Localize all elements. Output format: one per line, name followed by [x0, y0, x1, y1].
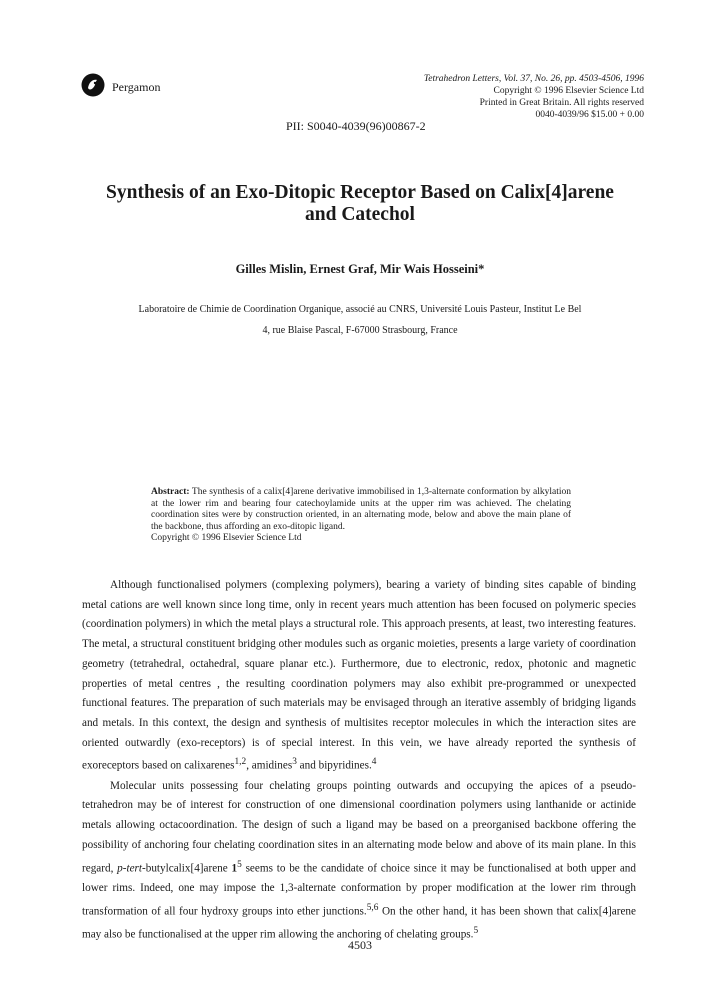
- pii: PII: S0040-4039(96)00867-2: [286, 119, 426, 133]
- publisher-name: Pergamon: [112, 80, 161, 94]
- p2-text: -butylcalix[4]arene: [142, 862, 232, 875]
- citation-ref: 4: [371, 757, 377, 768]
- p1-text: , amidines: [246, 760, 293, 773]
- p1-text: and bipyridines.: [296, 760, 372, 773]
- article-title: [40, 182, 680, 226]
- price-code: 0040-4039/96 $15.00 + 0.00: [535, 110, 644, 120]
- authors: Gilles Mislin, Ernest Graf, Mir Wais Hosseini*: [235, 262, 485, 276]
- abstract: [151, 487, 571, 545]
- copyright-notice: Copyright © 1996 Elsevier Science Ltd: [493, 86, 644, 96]
- citation-ref: 5: [473, 926, 479, 937]
- citation-ref: 1,2: [234, 757, 247, 768]
- journal-citation: Tetrahedron Letters, Vol. 37, No. 26, pp. 4503-4506, 1996: [423, 74, 644, 84]
- journal-info: [364, 73, 644, 121]
- citation-ref: 5: [237, 859, 242, 870]
- p2-text: On the other hand, it has been shown that calix[4]arene may also be functionalised at the upper rim allowing the anchoring of chelating groups.: [82, 905, 636, 941]
- title-line-2: and Catechol: [305, 204, 415, 225]
- abstract-text: The synthesis of a calix[4]arene derivative immobilised in 1,3-alternate conformation by alkylation at the lower rim and bearing four catechoylamide units at the upper rim was achieved. The chelating coordination sites were by construction oriented, in an alternating mode, below and above the main plane of the backbone, thus affording an exo-ditopic ligand.: [151, 487, 571, 532]
- affiliation-line-2: 4, rue Blaise Pascal, F-67000 Strasbourg, France: [262, 325, 458, 336]
- body-text: [82, 576, 636, 946]
- page-number: 4503: [348, 938, 372, 952]
- paragraph-2: [82, 777, 636, 946]
- affiliation: [40, 299, 680, 341]
- citation-ref: 3: [292, 757, 297, 768]
- compound-number: 1: [231, 862, 238, 875]
- affiliation-line-1: Laboratoire de Chimie de Coordination Organique, associé au CNRS, Université Louis Pasteur, Institut Le Bel: [138, 304, 582, 315]
- p2-text: p-tert: [117, 862, 143, 875]
- abstract-label: Abstract:: [151, 487, 190, 497]
- paragraph-1: [82, 576, 636, 777]
- pergamon-logo: [81, 73, 105, 97]
- p1-text: Although functionalised polymers (complexing polymers), bearing a variety of binding sites capable of binding metal cations are well known since long time, only in recent years much attention has been focused on polymeric species (coordination polymers) in which the metal plays a structural role. This approach presents, at least, two interesting features. The metal, a structural constituent bridging other modules such as organic moieties, presents a large variety of coordination geometry (tetrahedral, octahedral, square planar etc.). Furthermore, due to electronic, redox, photonic and magnetic properties of metal centres , the resulting coordination polymers may also exhibit pre-programmed or unexpected functional features. The preparation of such materials may be envisaged through an iterative assembly of bridging ligands and metals. In this context, the design and synthesis of multisites receptor molecules in which the interaction sites are oriented outwardly (exo-receptors) is of special interest. In this vein, we have already reported the synthesis of exoreceptors based on calixarenes: [82, 579, 636, 773]
- p2-text: Molecular units possessing four chelating groups pointing outwards and occupying the apices of a pseudo-tetrahedron may be of interest for construction of one dimensional coordination polymers using lanthanide or actinide metals allowing octacoordination. The design of such a ligand may be based on a preorganised backbone offering the possibility of anchoring four chelating coordination sites in an alternating mode below and above of its main plane. In this regard,: [82, 779, 636, 875]
- title-line-1: Synthesis of an Exo-Ditopic Receptor Based on Calix[4]arene: [106, 182, 614, 203]
- citation-ref: 5,6: [366, 902, 379, 913]
- p2-text: seems to be the candidate of choice since it may be functionalised at both upper and lower rims. Indeed, one may impose the 1,3-alternate conformation by proper modification at the lower rim through transformation of all four hydroxy groups into ether junctions.: [82, 862, 636, 918]
- printed-notice: Printed in Great Britain. All rights reserved: [479, 98, 644, 108]
- abstract-copyright: Copyright © 1996 Elsevier Science Ltd: [151, 533, 302, 543]
